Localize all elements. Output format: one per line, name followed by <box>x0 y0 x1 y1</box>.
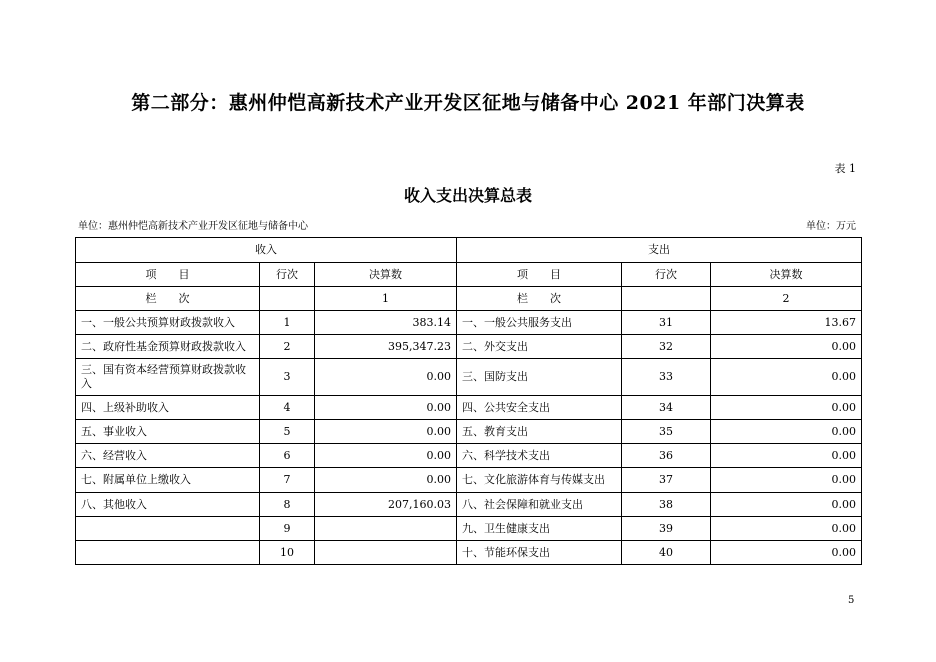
expense-line-number: 36 <box>622 444 711 468</box>
column-header-row <box>76 263 862 287</box>
income-column-label: 栏 次 <box>76 287 260 311</box>
expense-item-header: 项 目 <box>457 263 622 287</box>
expense-item: 一、一般公共服务支出 <box>457 311 622 335</box>
page-number: 5 <box>848 595 855 606</box>
income-line-number: 10 <box>260 541 315 565</box>
expense-line-number: 35 <box>622 420 711 444</box>
expense-amount: 0.00 <box>711 396 862 420</box>
income-line-number: 1 <box>260 311 315 335</box>
income-item-header: 项 目 <box>76 263 260 287</box>
expense-item: 九、卫生健康支出 <box>457 517 622 541</box>
income-item: 一、一般公共预算财政拨款收入 <box>76 311 260 335</box>
expense-amount: 0.00 <box>711 517 862 541</box>
income-item: 五、事业收入 <box>76 420 260 444</box>
expense-amount: 0.00 <box>711 335 862 359</box>
expense-item: 十、节能环保支出 <box>457 541 622 565</box>
expense-line-number: 34 <box>622 396 711 420</box>
table-row <box>76 493 862 517</box>
section-header-row <box>76 238 862 263</box>
income-line-number: 5 <box>260 420 315 444</box>
expense-amount: 0.00 <box>711 359 862 396</box>
expense-item: 六、科学技术支出 <box>457 444 622 468</box>
income-amount-header: 决算数 <box>315 263 457 287</box>
table-row <box>76 396 862 420</box>
table-row <box>76 311 862 335</box>
expense-line-number: 32 <box>622 335 711 359</box>
income-item: 八、其他收入 <box>76 493 260 517</box>
income-amount: 0.00 <box>315 420 457 444</box>
expense-line-number: 31 <box>622 311 711 335</box>
income-line-number: 8 <box>260 493 315 517</box>
column-number-row <box>76 287 862 311</box>
unit-name: 单位：惠州仲恺高新技术产业开发区征地与储备中心 <box>78 221 308 232</box>
expense-amount-header: 决算数 <box>711 263 862 287</box>
expense-item: 七、文化旅游体育与传媒支出 <box>457 468 622 493</box>
expense-column-label: 栏 次 <box>457 287 622 311</box>
table-row <box>76 420 862 444</box>
income-line-number: 7 <box>260 468 315 493</box>
income-line-number: 9 <box>260 517 315 541</box>
income-item <box>76 541 260 565</box>
expense-amount: 0.00 <box>711 541 862 565</box>
table-row <box>76 468 862 493</box>
income-line-header: 行次 <box>260 263 315 287</box>
expense-item: 五、教育支出 <box>457 420 622 444</box>
table-row <box>76 444 862 468</box>
income-line-number: 2 <box>260 335 315 359</box>
table-title: 收入支出决算总表 <box>403 186 532 205</box>
income-line-number: 6 <box>260 444 315 468</box>
income-item: 六、经营收入 <box>76 444 260 468</box>
income-amount: 0.00 <box>315 444 457 468</box>
expense-line-number: 39 <box>622 517 711 541</box>
expense-item: 二、外交支出 <box>457 335 622 359</box>
expense-line-number: 40 <box>622 541 711 565</box>
table-row <box>76 359 862 396</box>
income-amount: 383.14 <box>315 311 457 335</box>
form-number: 表 1 <box>834 162 856 175</box>
income-item: 二、政府性基金预算财政拨款收入 <box>76 335 260 359</box>
expense-amount: 0.00 <box>711 493 862 517</box>
income-line-number: 4 <box>260 396 315 420</box>
income-item: 七、附属单位上缴收入 <box>76 468 260 493</box>
income-amount <box>315 541 457 565</box>
expense-amount: 0.00 <box>711 468 862 493</box>
income-item: 四、上级补助收入 <box>76 396 260 420</box>
income-item <box>76 517 260 541</box>
table-row <box>76 335 862 359</box>
expense-line-number: 38 <box>622 493 711 517</box>
expense-column-line-blank <box>622 287 711 311</box>
expense-item: 三、国防支出 <box>457 359 622 396</box>
income-expense-table <box>75 237 862 565</box>
expense-column-number: 2 <box>711 287 862 311</box>
expense-line-number: 33 <box>622 359 711 396</box>
expense-header: 支出 <box>457 238 862 263</box>
income-header: 收入 <box>76 238 457 263</box>
income-amount: 207,160.03 <box>315 493 457 517</box>
expense-amount: 0.00 <box>711 444 862 468</box>
table-row <box>76 541 862 565</box>
income-amount <box>315 517 457 541</box>
expense-amount: 0.00 <box>711 420 862 444</box>
expense-amount: 13.67 <box>711 311 862 335</box>
expense-item: 四、公共安全支出 <box>457 396 622 420</box>
income-amount: 0.00 <box>315 468 457 493</box>
income-column-line-blank <box>260 287 315 311</box>
income-amount: 395,347.23 <box>315 335 457 359</box>
expense-item: 八、社会保障和就业支出 <box>457 493 622 517</box>
income-item: 三、国有资本经营预算财政拨款收入 <box>76 359 260 396</box>
income-line-number: 3 <box>260 359 315 396</box>
page-title: 第二部分：惠州仲恺高新技术产业开发区征地与储备中心 2021 年部门决算表 <box>131 92 805 114</box>
expense-line-number: 37 <box>622 468 711 493</box>
expense-line-header: 行次 <box>622 263 711 287</box>
income-amount: 0.00 <box>315 396 457 420</box>
table-row <box>76 517 862 541</box>
currency-unit: 单位：万元 <box>806 221 856 232</box>
income-amount: 0.00 <box>315 359 457 396</box>
income-column-number: 1 <box>315 287 457 311</box>
